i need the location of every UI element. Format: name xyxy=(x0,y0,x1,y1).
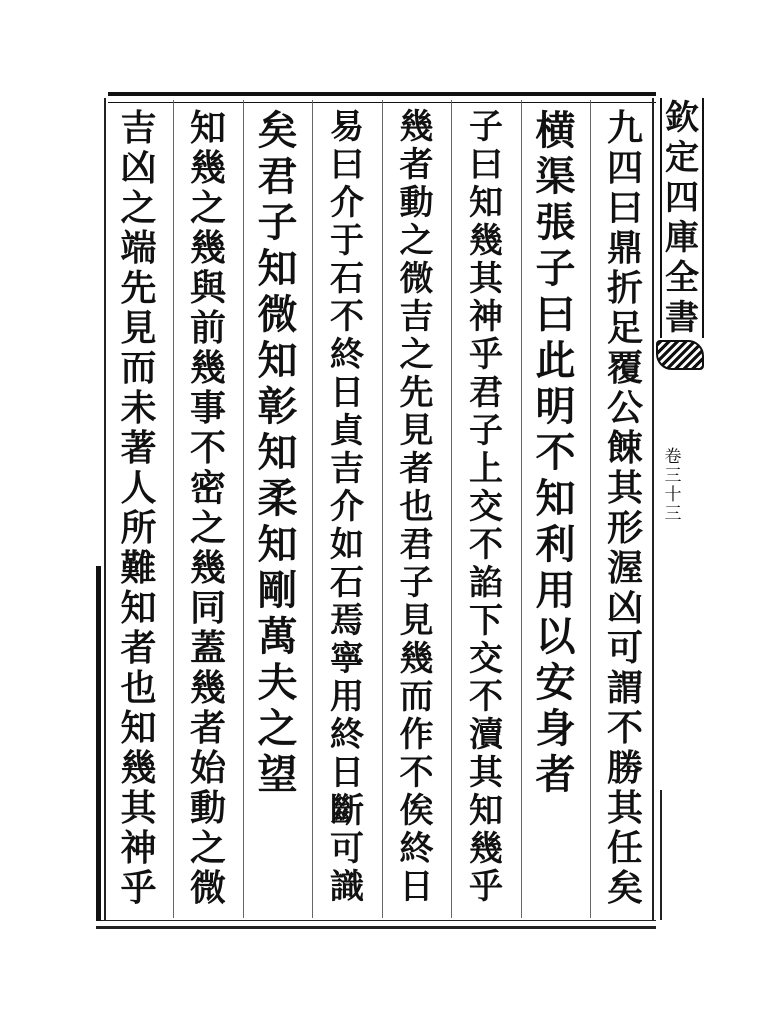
column-divider xyxy=(451,100,452,918)
volume-glyph: 三 xyxy=(664,466,682,486)
volume-label xyxy=(660,448,686,524)
binding-margin-bar xyxy=(96,566,101,921)
volume-glyph: 卷 xyxy=(664,447,682,467)
text-column: 横 渠 張 子 曰 此 明 不 知 利 用 以 安 身 者 xyxy=(535,107,576,798)
banner-glyph: 書 xyxy=(665,298,699,338)
text-column: 九 四 曰 鼎 折 足 覆 公 餗 其 形 渥 凶 可 謂 不 勝 其 任 矣 xyxy=(606,107,643,909)
banner-glyph: 欽 xyxy=(665,98,699,138)
column-divider xyxy=(382,100,383,918)
text-column: 知 幾 之 幾 與 前 幾 事 不 密 之 幾 同 蓋 幾 者 始 動 之 微 xyxy=(189,107,226,909)
text-column: 幾 者 動 之 微 吉 之 先 見 者 也 君 子 見 幾 而 作 不 俟 終 日 xyxy=(399,107,434,907)
column-divider xyxy=(173,100,174,918)
text-column: 易 曰 介 于 石 不 終 日 貞 吉 介 如 石 焉 寧 用 終 日 斷 可 識 xyxy=(330,107,364,907)
fishtail-mark-icon xyxy=(656,340,704,370)
page-frame-bottom-rule xyxy=(96,920,656,929)
banner-glyph: 全 xyxy=(665,258,699,298)
text-column: 矣 君 子 知 微 知 彰 知 柔 知 剛 萬 夫 之 望 xyxy=(257,107,298,798)
page-frame-right-outer-rule xyxy=(660,790,662,920)
banner-glyph: 四 xyxy=(665,178,699,218)
column-divider xyxy=(243,100,244,918)
text-column: 子 曰 知 幾 其 神 乎 君 子 上 交 不 諂 下 交 不 瀆 其 知 幾 乎 xyxy=(469,107,503,907)
column-divider xyxy=(590,100,591,918)
volume-glyph: 十 xyxy=(664,485,682,505)
book-title-banner xyxy=(660,98,704,338)
volume-glyph: 三 xyxy=(664,504,682,524)
page-frame-left-rule xyxy=(104,98,106,920)
column-divider xyxy=(312,100,313,918)
text-column: 吉 凶 之 端 先 見 而 未 著 人 所 難 知 者 也 知 幾 其 神 乎 xyxy=(120,107,157,909)
banner-glyph: 庫 xyxy=(665,218,699,258)
column-divider xyxy=(521,100,522,918)
banner-glyph: 定 xyxy=(665,138,699,178)
